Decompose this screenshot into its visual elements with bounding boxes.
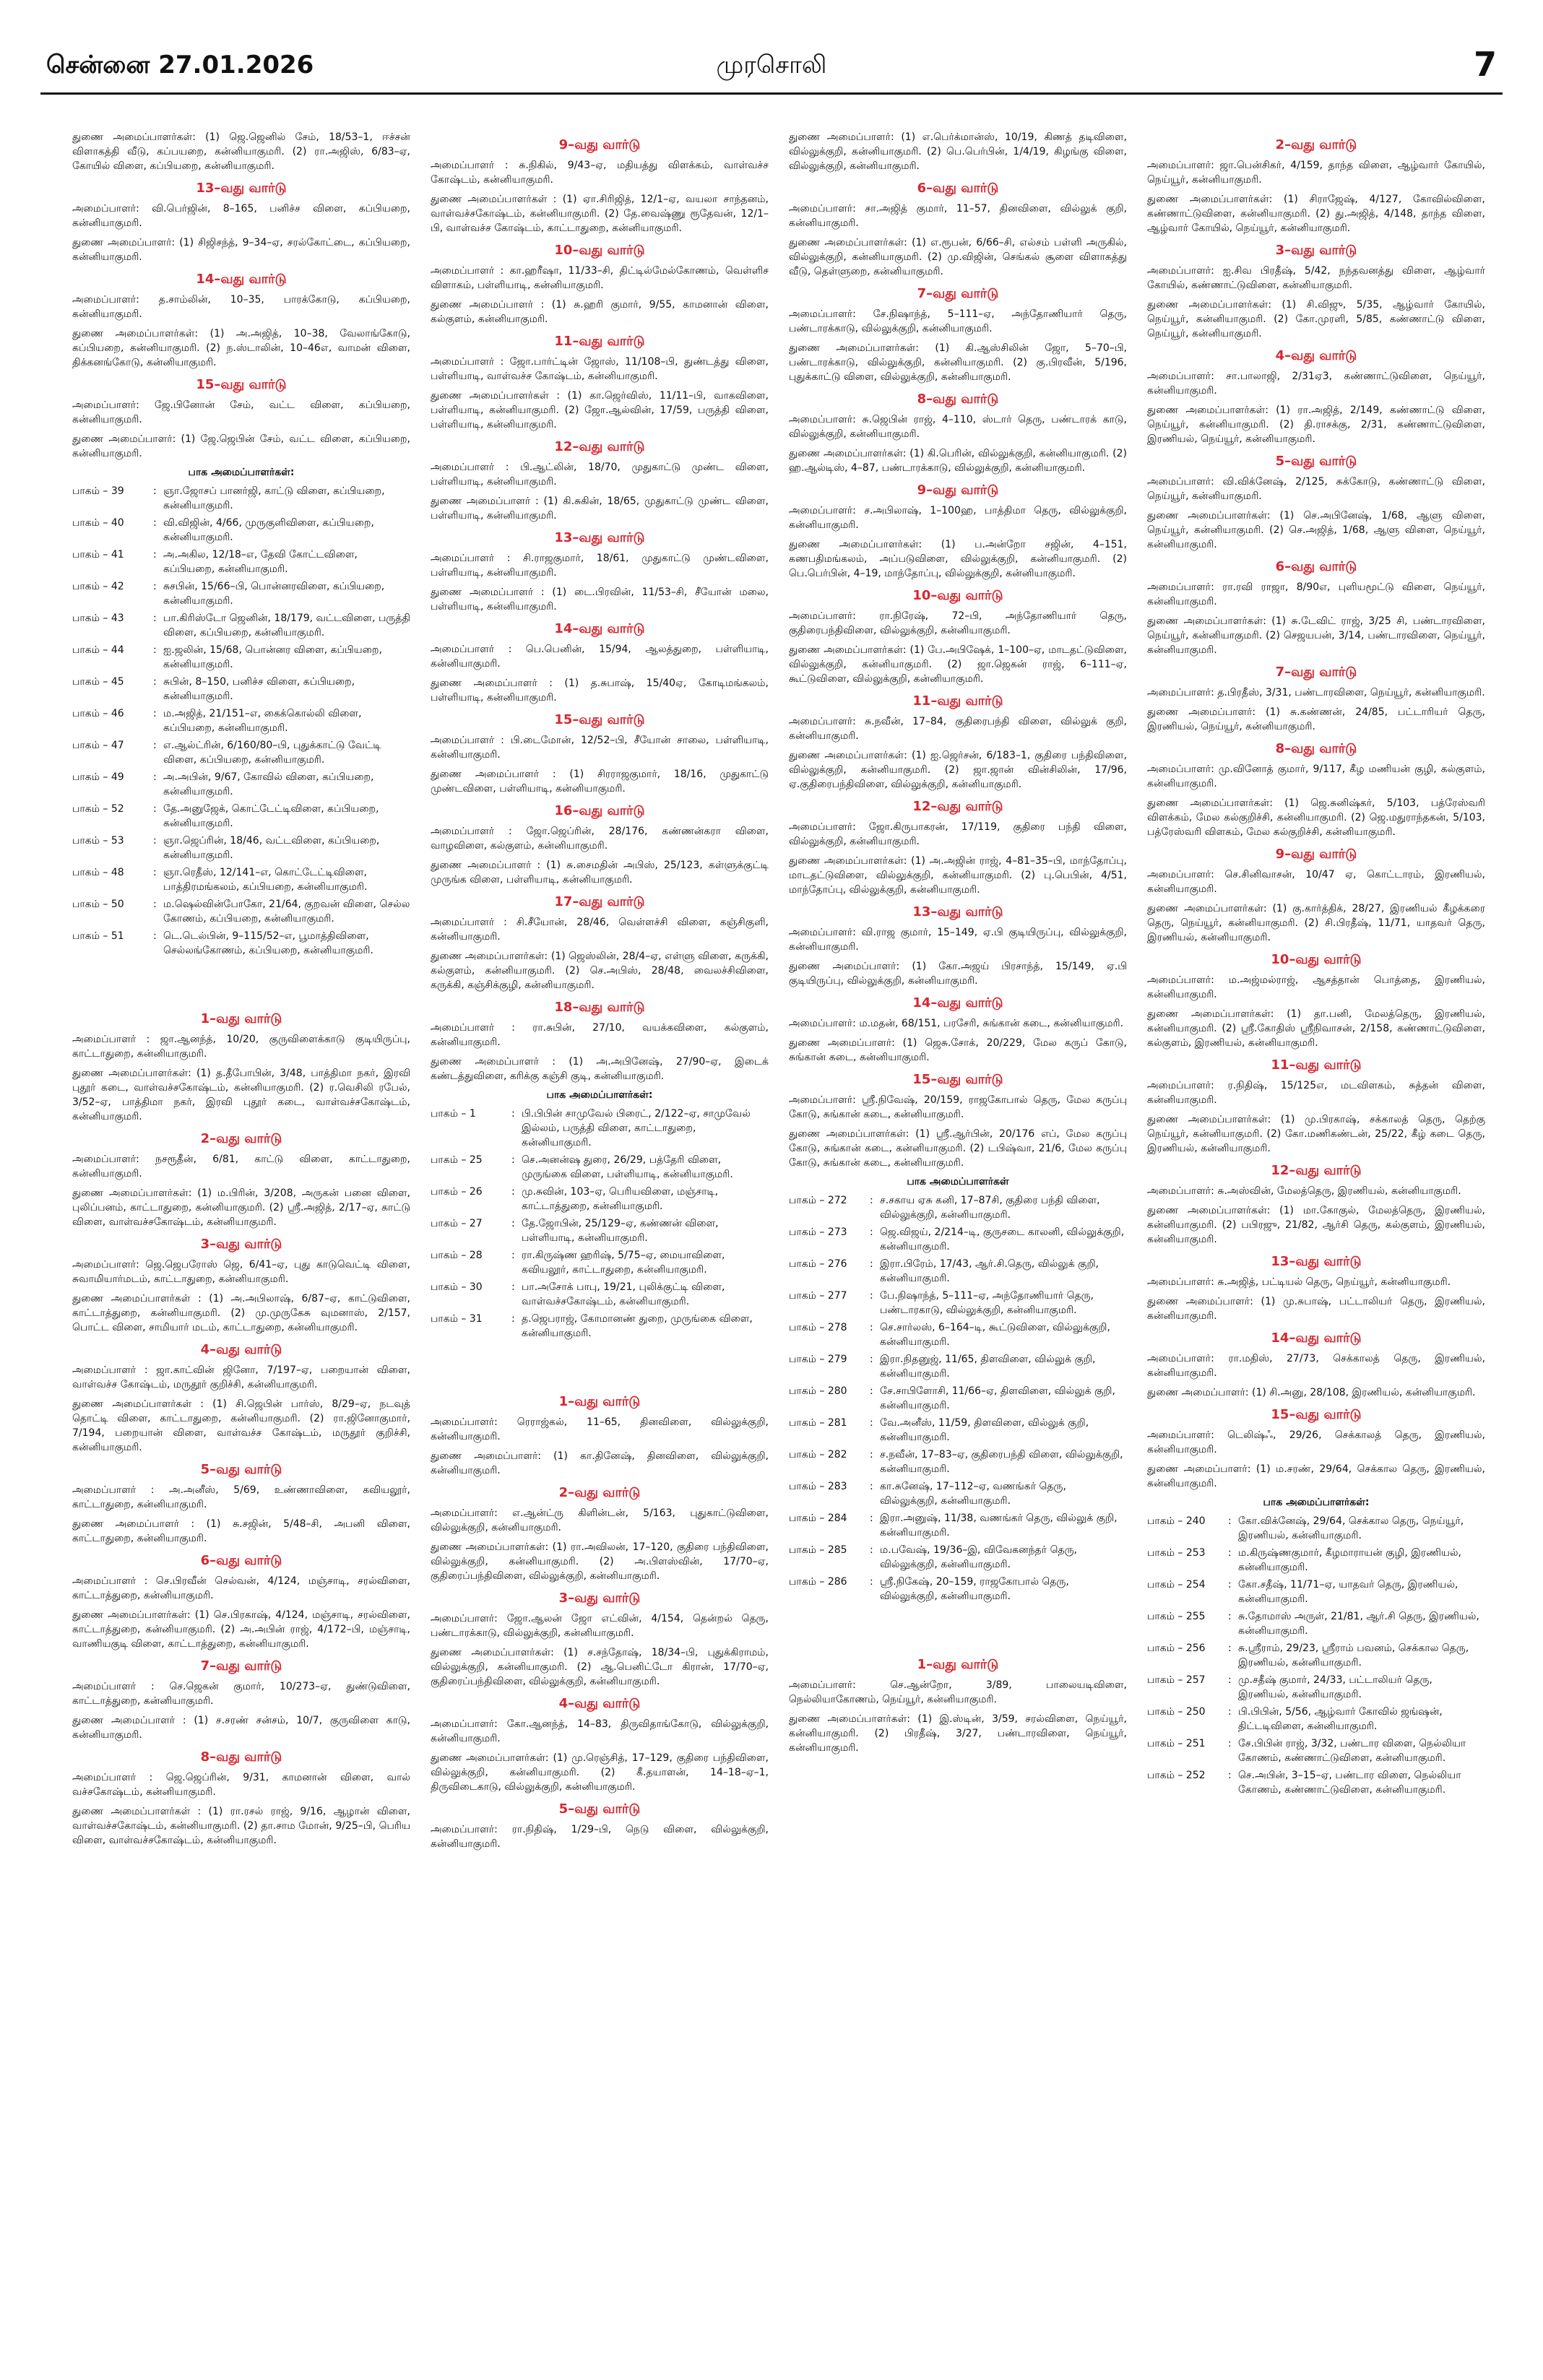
ward-heading: 12–வது வார்டு	[1271, 1163, 1362, 1178]
booth-row: பாகம் – 280 : சே.சாபிளோசி, 11/66–ஏ, திளவிளை, வில்லுக் குறி, கன்னியாகுமரி.	[789, 1384, 1127, 1413]
booth-member: பி.பிபின் சாமுவேல் பிரைட், 2/122–ஏ, சாமுவேல் இல்லம், பருத்தி விளை, காட்டாதுறை, கன்னியாகுமரி.	[522, 1108, 751, 1148]
paragraph: துணை அமைப்பாளர்: (1) சிஜிசந்த், 9–34–ஏ, சரல்கோட்டை, கப்பியறை, கன்னியாகுமரி.	[72, 237, 410, 263]
ward-heading: 14–வது வார்டு	[912, 995, 1003, 1011]
paragraph: துணை அமைப்பாளர்: (1) சு.கண்ணன், 24/85, பட்டாரியர் தெரு, இரணியல், நெய்யூர், கன்னியாகுமரி.	[1147, 706, 1485, 732]
booth-row: பாகம் – 27 : தே.ஜோபின், 25/129–ஏ, கண்ணன் விளை, பள்ளியாடி, கன்னியாகுமரி.	[431, 1216, 769, 1245]
paragraph: துணை அமைப்பாளர்கள்: (1) மா.கோகுல், மேலத்தெரு, இரணியல், கன்னியாகுமரி. (2) பபிரஜு, 21/82, ஆர்சி தெரு, கல்குளம், இரணியல், கன்னியாகுமரி.	[1147, 1205, 1485, 1245]
paragraph: அமைப்பாளர் : ஜெ.ஜெப்ரின், 9/31, காமனான் விளை, வால் வச்சகோஷ்டம், கன்னியாகுமரி.	[72, 1772, 410, 1798]
ward-heading: 6–வது வார்டு	[917, 181, 999, 196]
booth-member: இரா.அனுஷ், 11/38, வணங்கர் தெரு, வில்லுக் குறி, கன்னியாகுமரி.	[880, 1513, 1118, 1539]
paragraph: துணை அமைப்பாளர்கள்: (1) தா.பனி, மேலத்தெரு, இரணியல், கன்னியாகுமரி. (2) ஸ்ரீ.கோதிஸ் ஸ்ரீநிவாசன், 2/158, கண்ணாட்டுவிளை, கல்குளம், இரணியல், கன்னியாகுமரி.	[1147, 1008, 1485, 1049]
booth-number: பாகம் – 46	[72, 708, 124, 719]
booth-row: பாகம் – 26 : மு.சுவின், 103–ஏ, பெரியவிளை, மஞ்சாடி, காட்டாத்துறை, கன்னியாகுமரி.	[431, 1185, 769, 1213]
booth-number: பாகம் – 53	[72, 835, 124, 847]
paragraph: துணை அமைப்பாளர்கள்: (1) ரா.அஜித், 2/149, கண்ணாட்டு விளை, நெய்யூர், கன்னியாகுமரி. (2) தி.ராசக்கு, 2/31, கண்ணாட்டுவிளை, இரணியல், நெய்யூர், கன்னியாகுமரி.	[1147, 404, 1485, 445]
booth-number: பாகம் – 276	[789, 1258, 847, 1270]
paragraph: அமைப்பாளர்: டெலிஷ்ஃ, 29/26, செக்காலத் தெரு, இரணியல், கன்னியாகுமரி.	[1147, 1429, 1485, 1455]
booth-member: சே.சாபிளோசி, 11/66–ஏ, திளவிளை, வில்லுக் குறி, கன்னியாகுமரி.	[880, 1385, 1115, 1411]
ward-heading: 13–வது வார்டு	[554, 530, 645, 545]
paragraph: அமைப்பாளர்: ர.நிதிஷ், 15/125எ, மடவிளகம், சுத்தன் விளை, கன்னியாகுமரி.	[1147, 1080, 1485, 1106]
booth-row: பாகம் – 279 : இரா.நிதனுஜ், 11/65, திளவிளை, வில்லுக் குறி, கன்னியாகுமரி.	[789, 1352, 1127, 1381]
booth-number: பாகம் – 26	[431, 1186, 483, 1198]
booth-row: பாகம் – 47 : எ.ஆல்ட்ரின், 6/160/80–பி, புதுக்காட்டு வேட்டி விளை, கப்பியறை, கன்னியாகுமரி.	[72, 738, 410, 767]
paragraph: துணை அமைப்பாளர்கள்: (1) ஜெ.ஜெனில் சேம், 18/53–1, ஈச்சன் விளாகத்தி வீடு, கப்பயறை, கன்னியாகுமரி. (2) ரா.அஜிஸ், 6/83–ஏ, கோயில் விளை, கப்பியறை, கன்னியாகுமரி.	[72, 131, 410, 172]
paragraph: துணை அமைப்பாளர்கள்: (1) கி.பெரின், வில்லுக்குறி, கன்னியாகுமரி. (2) ஹ.ஆல்டிஸ், 4–87, பண்டாரக்காடு, வில்லுக்குறி, கன்னியாகுமரி.	[789, 448, 1127, 474]
paragraph: துணை அமைப்பாளர் : (1) சு.ஹரி குமார், 9/55, காமனான் விளை, கல்குளம், கன்னியாகுமரி.	[431, 299, 769, 325]
paragraph: துணை அமைப்பாளர் : (1) த.சுபாஷ், 15/40ஏ, கோடிமங்கலம், பள்ளியாடி, கன்னியாகுமரி.	[431, 678, 769, 704]
paragraph: அமைப்பாளர்: வி.விக்னேஷ், 2/125, சுக்கோடு, கண்ணாட்டு விளை, நெய்யூர், கன்னியாகுமரி.	[1147, 476, 1485, 502]
paragraph: அமைப்பாளர் : பி.டைமோன், 12/52–பி, சீயோன் சாலை, பள்ளியாடி, கன்னியாகுமரி.	[431, 735, 769, 761]
booth-member: செ.அனன்ஷ துரை, 26/29, பத்தேரி விளை, முருங்கை விளை, பள்ளியாடி, கன்னியாகுமரி.	[522, 1154, 733, 1180]
booth-row: பாகம் – 286 : ஸ்ரீ.நிகேஷ், 20–159, ராஜகோபால் தெரு, வில்லுக்குறி, கன்னியாகுமரி.	[789, 1575, 1127, 1604]
booth-member: த.ஜெபராஜ், கோமானண் துறை, முருங்கை விளை, கன்னியாகுமரி.	[522, 1313, 753, 1339]
column-4	[1147, 130, 1485, 2369]
ward-heading: 11–வது வார்டு	[554, 334, 645, 349]
booth-row: பாகம் – 53 : ஞா.ஜெப்ரின், 18/46, வட்டவிளை, கப்பியறை, கன்னியாகுமரி.	[72, 834, 410, 862]
paragraph: அமைப்பாளர் : சு.நிகில், 9/43–ஏ, மதியத்து விளக்கம், வாள்வச்ச கோஷ்டம், கன்னியாகுமரி.	[431, 160, 769, 186]
booth-number: பாகம் – 253	[1147, 1547, 1206, 1559]
booth-number: பாகம் – 279	[789, 1354, 847, 1365]
newspaper-name: முரசொலி	[716, 51, 827, 79]
booth-member: தே.ஜோபின், 25/129–ஏ, கண்ணன் விளை, பள்ளியாடி, கன்னியாகுமரி.	[522, 1218, 719, 1244]
booth-member: இரா.நிதனுஜ், 11/65, திளவிளை, வில்லுக் குறி, கன்னியாகுமரி.	[880, 1354, 1096, 1380]
booth-row: பாகம் – 281 : வே.அனீஸ், 11/59, திளவிளை, வில்லுக் குறி, கன்னியாகுமரி.	[789, 1416, 1127, 1445]
paragraph: அமைப்பாளர் : அ.அனீஸ், 5/69, உண்ணாவிளை, கவியலூர், காட்டாதுறை, கன்னியாகுமரி.	[72, 1484, 410, 1510]
ward-heading: 6–வது வார்டு	[1275, 559, 1357, 574]
paragraph: துணை அமைப்பாளர்கள்: (1) ஸ்ரீ.ஆர்பின், 20/176 எப், மேல கருப்பு கோடு, சுங்கான் கடை, கன்னியாகுமரி. (2) டபிஷ்வா, 21/6, மேல கருப்பு கோடு, சுங்கான் கடை, கன்னியாகுமரி.	[789, 1128, 1127, 1169]
booth-row: பாகம் – 276 : இரா.பிரேம், 17/43, ஆர்.சி.தெரு, வில்லுக் குறி, கன்னியாகுமரி.	[789, 1257, 1127, 1286]
paragraph: துணை அமைப்பாளர்கள்: (1) ஜெ.சுனிஷ்கர், 5/103, பத்ரேஸ்வரி விளக்கம், மேல கல்குறிச்சி, கன்னியாகுமரி. (2) ஜெ.மதுராந்தகன், 5/103, பத்ரேஸ்வரி விளகம், மேல கல்குறிச்சி, கன்னியாகுமரி.	[1147, 797, 1485, 838]
booth-row: பாகம் – 277 : பே.நிஷாந்த், 5–111–ஏ, அந்தோணியார் தெரு, பண்டாரகாடு, வில்லுக்குறி, கன்னியாகுமரி.	[789, 1289, 1127, 1317]
booth-row: பாகம் – 284 : இரா.அனுஷ், 11/38, வணங்கர் தெரு, வில்லுக் குறி, கன்னியாகுமரி.	[789, 1511, 1127, 1540]
ward-heading: 10–வது வார்டு	[554, 243, 645, 258]
booth-row: பாகம் – 254 : கோ.சதீஷ், 11/71–ஏ, யாதவர் தெரு, இரணியல், கன்னியாகுமரி.	[1147, 1578, 1485, 1606]
ward-heading: 14–வது வார்டு	[554, 621, 645, 636]
booth-number: பாகம் – 47	[72, 740, 124, 751]
ward-heading: 9–வது வார்டு	[1275, 847, 1357, 862]
booth-member: சே.பிபின் ராஜ், 3/32, பண்டார விளை, நெல்லியா கோணம், கண்ணாட்டுவிளை, கன்னியாகுமரி.	[1238, 1738, 1466, 1764]
booth-member: சு.ஸ்ரீராம், 29/23, ஸ்ரீராம் பவனம், செக்கால தெரு, இரணியல், கன்னியாகுமரி.	[1238, 1643, 1469, 1669]
paragraph: துணை அமைப்பாளர்கள்: (1) கி.ஆஸ்சிலின் ஜோ, 5–70–பி, பண்டாரக்காடு, வில்லுக்குறி, கன்னியாகுமரி. (2) கு.பிரவீன், 5/196, புதுக்காட்டு விளை, வில்லுக்குறி, கன்னியாகுமரி.	[789, 342, 1127, 383]
booth-number: பாகம் – 251	[1147, 1738, 1206, 1749]
paragraph: துணை அமைப்பாளர்கள்: (1) ஐ.ஜெர்சன், 6/183–1, குதிரை பந்திவிளை, வில்லுக்குறி, கன்னியாகுமரி. (2) ஜா.ஜான் வின்சிலின், 17/96, ஏ.குதிரைபந்திவிளை, வில்லுக்குறி, கன்னியாகுமரி.	[789, 750, 1127, 790]
ward-heading: 10–வது வார்டு	[1271, 952, 1362, 967]
ward-heading: 10–வது வார்டு	[912, 588, 1003, 603]
booth-member: வி.விஜின், 4/66, முருகுளிவிளை, கப்பியறை, கன்னியாகுமரி.	[163, 517, 374, 543]
booth-member: ம.அஜித், 21/151–எ, கைக்கொல்லி விளை, கப்பியறை, கன்னியாகுமரி.	[163, 708, 362, 734]
booth-member: ச.சகாய ஏசு கனி, 17–87சி, குதிரை பந்தி விளை, வில்லுக்குறி, கன்னியாகுமரி.	[880, 1195, 1100, 1221]
booth-member: ஜெ.விஜய், 2/214–டி, குருசடை காலனி, வில்லுக்குறி, கன்னியாகுமரி.	[880, 1226, 1125, 1252]
booth-member: பா.அசோக் பாபு, 19/21, புலிக்குட்டி விளை, வாள்வச்சகோஷ்டம், கன்னியாகுமரி.	[522, 1281, 725, 1307]
booth-heading: பாக அமைப்பாளர்கள்:	[546, 1089, 653, 1101]
paragraph: அமைப்பாளர்: செ.சினிவாசன், 10/47 ஏ, கொட்டாரம், இரணியல், கன்னியாகுமரி.	[1147, 869, 1485, 895]
booth-number: பாகம் – 273	[789, 1226, 847, 1238]
booth-member: கா.சுனேஷ், 17–112–ஏ, வணங்கர் தெரு, வில்லுக்குறி, கன்னியாகுமரி.	[880, 1481, 1066, 1507]
booth-member: டெ.டெல்பின், 9–115/52–எ, பூமாத்திவிளை, செல்லங்கோணம், கப்பியறை, கன்னியாகுமரி.	[163, 930, 373, 956]
paragraph: அமைப்பாளர்: ஸ்ரீ.நிவேஷ், 20/159, ராஜகோபால் தெரு, மேல கருப்பு கோடு, சுங்கான் கடை, கன்னியாகுமரி.	[789, 1094, 1127, 1120]
booth-member: செ.சார்லஸ், 6–164–டி, கூட்டுவிளை, வில்லுக்குறி, கன்னியாகுமரி.	[880, 1322, 1110, 1348]
paragraph: அமைப்பாளர் : ரா.சுபின், 27/10, வயக்கவிளை, கல்குளம், கன்னியாகுமரி.	[431, 1022, 769, 1048]
ward-heading: 9–வது வார்டு	[558, 137, 641, 152]
booth-row: பாகம் – 39 : ஞா.ஜோசப் பானர்ஜி, காட்டு விளை, கப்பியறை, கன்னியாகுமரி.	[72, 484, 410, 513]
paragraph: துணை அமைப்பாளர்: (1) கா.தினேஷ், தினவிளை, வில்லுக்குறி, கன்னியாகுமரி.	[431, 1450, 769, 1476]
ward-heading: 3–வது வார்டு	[1275, 243, 1357, 258]
paragraph: அமைப்பாளர்: சு.அஸ்வின், மேலத்தெரு, இரணியல், கன்னியாகுமரி.	[1147, 1185, 1461, 1197]
ward-heading: 5–வது வார்டு	[200, 1462, 282, 1477]
paragraph: அமைப்பாளர்: நசரூதீன், 6/81, காட்டு விளை, காட்டாதுறை, கன்னியாகுமரி.	[72, 1154, 410, 1180]
ward-heading: 6–வது வார்டு	[200, 1553, 282, 1568]
paragraph: அமைப்பாளர் : செ.ஜெகன் குமார், 10/273–ஏ, துண்டுவிளை, காட்டாத்துறை, கன்னியாகுமரி.	[72, 1681, 410, 1707]
booth-member: பா.கிரிஸ்டோ ஜெனின், 18/179, வட்டவிளை, பருத்தி விளை, கப்பியறை, கன்னியாகுமரி.	[163, 613, 410, 639]
paragraph: அமைப்பாளர் : பெ.பெனின், 15/94, ஆலத்துறை, பள்ளியாடி, கன்னியாகுமரி.	[431, 644, 769, 670]
paragraph: துணை அமைப்பாளர் : (1) டை.பிரவின், 11/53–சி, சீயோன் மலை, பள்ளியாடி, கன்னியாகுமரி.	[431, 587, 769, 613]
booth-member: சு.தோமாஸ் அருள், 21/81, ஆர்.சி தெரு, இரணியல், கன்னியாகுமரி.	[1238, 1611, 1479, 1637]
booth-member: ஞா.ஜெப்ரின், 18/46, வட்டவிளை, கப்பியறை, கன்னியாகுமரி.	[163, 835, 380, 861]
paragraph: அமைப்பாளர் : சி.ராஜகுமார், 18/61, முதுகாட்டு முண்டவிளை, பள்ளியாடி, கன்னியாகுமரி.	[431, 553, 769, 579]
paragraph: அமைப்பாளர்: ம.அஜ்மல்ராஜ், ஆசத்தான் பொத்தை, இரணியல், கன்னியாகுமரி.	[1147, 974, 1485, 1000]
booth-member: சுசபின், 15/66–பி, பொன்னரவிளை, கப்பியறை, கன்னியாகுமரி.	[163, 581, 385, 607]
ward-heading: 15–வது வார்டு	[912, 1072, 1003, 1087]
booth-member: ஐ.ஜலின், 15/68, பொன்னர விளை, கப்பியறை, கன்னியாகுமரி.	[163, 644, 382, 670]
booth-member: ரா.கிருஷ்ண ஹரிஷ், 5/75–ஏ, மையாவிளை, கவியலூர், காட்டாதுறை, கன்னியாகுமரி.	[522, 1250, 725, 1276]
booth-member: ஞா.ஜோசப் பானர்ஜி, காட்டு விளை, கப்பியறை, கன்னியாகுமரி.	[163, 485, 385, 511]
paragraph: அமைப்பாளர்: செ.ஆன்றோ, 3/89, பாலையடிவிளை, நெல்லியாகோணம், நெய்யூர், கன்னியாகுமரி.	[789, 1679, 1127, 1705]
booth-member: வே.அனீஸ், 11/59, திளவிளை, வில்லுக் குறி, கன்னியாகுமரி.	[880, 1417, 1089, 1443]
paragraph: துணை அமைப்பாளர்கள்: (1) ச.சந்தோஷ், 18/34–பி, புதுக்கிராமம், வில்லுக்குறி, கன்னியாகுமரி. (2) ஆ.பெனிட்டோ கிரான், 17/70–ஏ, குதிரைப்பந்திவிளை, வில்லுக்குறி, கன்னியாகுமரி.	[431, 1647, 769, 1687]
booth-member: ச.நவீன், 17–83–ஏ, குதிரைபந்தி விளை, வில்லுக்குறி, கன்னியாகுமரி.	[880, 1449, 1123, 1475]
booth-number: பாகம் – 285	[789, 1544, 847, 1556]
paragraph: அமைப்பாளர்: ரா.நிரேஷ், 72–பி, அந்தோணியார் தெரு, குதிரைபந்திவிளை, வில்லுக்குறி, கன்னியாகுமரி.	[789, 610, 1127, 636]
booth-number: பாகம் – 254	[1147, 1579, 1206, 1591]
paragraph: துணை அமைப்பாளர்கள்: (1) ஜெஸ்லின், 28/4–ஏ, எள்ளு விளை, கருக்கி, கல்குளம், கன்னியாகுமரி. (2) செ.அபிஸ், 28/48, வைலச்சிவிளை, கருக்கி, கஞ்சிக்குழி, கன்னியாகுமரி.	[431, 951, 769, 991]
paragraph: அமைப்பாளர்: ரா.மதிஸ், 27/73, செக்காலத் தெரு, இரணியல், கன்னியாகுமரி.	[1147, 1353, 1485, 1379]
ward-heading: 4–வது வார்டு	[200, 1342, 282, 1357]
city-date: சென்னை 27.01.2026	[46, 51, 314, 79]
paragraph: அமைப்பாளர்: ஐ.சிவ பிரதீஷ், 5/42, நந்தவனத்து விளை, ஆழ்வார் கோயில், கண்ணாட்டுவிளை, கன்னியாகுமரி.	[1147, 265, 1485, 291]
paragraph: அமைப்பாளர்: ரா.நிதிஷ், 1/29–பி, நெடு விளை, வில்லுக்குறி, கன்னியாகுமரி.	[431, 1824, 769, 1850]
column-2	[431, 130, 769, 2369]
header-rule	[40, 92, 1503, 95]
booth-member: பே.நிஷாந்த், 5–111–ஏ, அந்தோணியார் தெரு, பண்டாரகாடு, வில்லுக்குறி, கன்னியாகுமரி.	[880, 1290, 1094, 1316]
booth-row: பாகம் – 30 : பா.அசோக் பாபு, 19/21, புலிக்குட்டி விளை, வாள்வச்சகோஷ்டம், கன்னியாகுமரி.	[431, 1280, 769, 1309]
booth-number: பாகம் – 31	[431, 1313, 483, 1325]
paragraph: துணை அமைப்பாளர்கள்: (1) பே.அபிஷேக், 1–100–ஏ, மாடதட்டுவிளை, வில்லுக்குறி, கன்னியாகுமரி. (2) ஜா.ஜெகன் ராஜ், 6–111–ஏ, கூட்டுவிளை, வில்லுக்குறி, கன்னியாகுமரி.	[789, 644, 1127, 685]
paragraph: துணை அமைப்பாளர் : (1) கி.சுகின், 18/65, முதுகாட்டு முண்ட விளை, பள்ளியாடி, கன்னியாகுமரி.	[431, 496, 769, 522]
booth-row: பாகம் – 46 : ம.அஜித், 21/151–எ, கைக்கொல்லி விளை, கப்பியறை, கன்னியாகுமரி.	[72, 706, 410, 735]
ward-heading: 3–வது வார்டு	[558, 1591, 641, 1606]
booth-number: பாகம் – 42	[72, 581, 124, 592]
paragraph: அமைப்பாளர்: ஜெ.ஜெபரோஸ் ஜெ, 6/41–ஏ, புது காடுவெட்டி விளை, சுவாமியார்மடம், காட்டாதுறை, கன்னியாகுமரி.	[72, 1259, 410, 1285]
booth-number: பாகம் – 286	[789, 1576, 847, 1588]
booth-number: பாகம் – 255	[1147, 1611, 1206, 1622]
booth-row: பாகம் – 25 : செ.அனன்ஷ துரை, 26/29, பத்தேரி விளை, முருங்கை விளை, பள்ளியாடி, கன்னியாகுமரி.	[431, 1153, 769, 1182]
booth-number: பாகம் – 257	[1147, 1674, 1206, 1686]
booth-row: பாகம் – 285 : ம.பவேஷ், 19/36–இ, விவேகனந்தர் தெரு, வில்லுக்குறி, கன்னியாகுமரி.	[789, 1543, 1127, 1572]
paragraph: அமைப்பாளர் : செ.பிரவீன் செல்வன், 4/124, மஞ்சாடி, சரல்விளை, காட்டாத்துறை, கன்னியாகுமரி.	[72, 1575, 410, 1601]
booth-heading: பாக அமைப்பாளர்கள்:	[1263, 1497, 1370, 1508]
booth-member: அ.அபின், 9/67, கோவில் விளை, கப்பியறை, கன்னியாகுமரி.	[163, 771, 374, 797]
ward-heading: 18–வது வார்டு	[554, 1000, 645, 1015]
ward-heading: 5–வது வார்டு	[1275, 454, 1357, 469]
paragraph: அமைப்பாளர் : ஜா.ஆனந்த், 10/20, குருவிளைக்காடு குடியிருப்பு, காட்டாதுறை, கன்னியாகுமரி.	[72, 1034, 410, 1060]
booth-number: பாகம் – 256	[1147, 1643, 1206, 1654]
ward-heading: 4–வது வார்டு	[1275, 348, 1357, 363]
booth-member: ம.ஷெல்வின்போகோ, 21/64, குறவன் விளை, செல்ல கோணம், கப்பியறை, கன்னியாகுமரி.	[163, 899, 410, 925]
paragraph: அமைப்பாளர்: ஜோ.ஆலன் ஜோ எட்வின், 4/154, தென்றல் தெரு, பண்டாரக்காடு, வில்லுக்குறி, கன்னியாகுமரி.	[431, 1613, 769, 1639]
paragraph: துணை அமைப்பாளர்கள்: (1) ரா.அவிலன், 17–120, குதிரை பந்திவிளை, வில்லுக்குறி, கன்னியாகுமரி. (2) அ.பிளஸ்வின், 17/70–ஏ, குதிரைப்பந்திவிளை, வில்லுக்குறி, கன்னியாகுமரி.	[431, 1541, 769, 1582]
paragraph: துணை அமைப்பாளர்கள்: (1) த.தீபோபின், 3/48, பாத்திமா நகர், இரவி புதூர் கடை, வாள்வச்சகோஷ்டம், கன்னியாகுமரி. (2) ர.வெசிலி ரபேல், 3/52–ஏ, பாத்திமா நகர், இரவி புதூர் கடை, வாள்வச்சகோஷ்டம், கன்னியாகுமரி.	[72, 1068, 410, 1122]
paragraph: துணை அமைப்பாளர்: (1) கோ.அஜய் பிரசாந்த், 15/149, ஏ.பி குடியிருப்பு, வில்லுக்குறி, கன்னியாகுமரி.	[789, 961, 1127, 987]
ward-heading: 14–வது வார்டு	[196, 272, 287, 287]
booth-row: பாகம் – 251 : சே.பிபின் ராஜ், 3/32, பண்டார விளை, நெல்லியா கோணம், கண்ணாட்டுவிளை, கன்னியாகுமரி.	[1147, 1736, 1485, 1765]
paragraph: துணை அமைப்பாளர்கள்: (1) கு.கார்த்திக், 28/27, இரணியல் கீழக்கரை தெரு, நெய்யூர், கன்னியாகுமரி. (2) சி.பிரதீஷ், 11/71, யாதவர் தெரு, இரணியல், கன்னியாகுமரி.	[1147, 903, 1485, 943]
booth-number: பாகம் – 27	[431, 1218, 483, 1229]
ward-heading: 15–வது வார்டு	[554, 712, 645, 727]
booth-heading: பாக அமைப்பாளர்கள்	[907, 1176, 1009, 1187]
ward-heading: 4–வது வார்டு	[558, 1696, 641, 1711]
paragraph: அமைப்பாளர்: ரெராஜ்கல், 11–65, தினவிளை, வில்லுக்குறி, கன்னியாகுமரி.	[431, 1416, 769, 1442]
ward-heading: 1–வது வார்டு	[200, 1011, 282, 1026]
paragraph: துணை அமைப்பாளர்கள்: (1) சிராஜேஷ், 4/127, கோவில்விளை, கண்ணாட்டுவிளை, கன்னியாகுமரி. (2) து.அஜித், 4/148, தாந்த விளை, ஆழ்வார் கோயில், நெய்யூர், கன்னியாகுமரி.	[1147, 194, 1485, 234]
booth-number: பாகம் – 278	[789, 1322, 847, 1333]
paragraph: அமைப்பாளர்: த.சாம்லின், 10–35, பாரக்கோடு, கப்பியறை, கன்னியாகுமரி.	[72, 294, 410, 320]
paragraph: அமைப்பாளர் : ஜோ.ஜெப்ரின், 28/176, கண்ணன்கரா விளை, வாழவிளை, கல்குளம், கன்னியாகுமரி.	[431, 826, 769, 852]
booth-row: பாகம் – 42 : சுசபின், 15/66–பி, பொன்னரவிளை, கப்பியறை, கன்னியாகுமரி.	[72, 579, 410, 608]
ward-heading: 1–வது வார்டு	[917, 1657, 999, 1672]
ward-heading: 2–வது வார்டு	[200, 1131, 282, 1146]
ward-heading: 13–வது வார்டு	[196, 181, 287, 196]
booth-number: பாகம் – 40	[72, 517, 124, 529]
booth-row: பாகம் – 252 : செ.அபின், 3–15–ஏ, பண்டார விளை, நெல்லியா கோணம், கண்ணாட்டுவிளை, கன்னியாகுமரி.	[1147, 1768, 1485, 1797]
ward-heading: 14–வது வார்டு	[1271, 1330, 1362, 1346]
booth-member: மு.சதீஷ் குமார், 24/33, பட்டாலியர் தெரு, இரணியல், கன்னியாகுமரி.	[1238, 1674, 1432, 1700]
booth-number: பாகம் – 28	[431, 1250, 483, 1261]
ward-heading: 17–வது வார்டு	[554, 894, 645, 909]
booth-row: பாகம் – 40 : வி.விஜின், 4/66, முருகுளிவிளை, கப்பியறை, கன்னியாகுமரி.	[72, 516, 410, 545]
booth-row: பாகம் – 49 : அ.அபின், 9/67, கோவில் விளை, கப்பியறை, கன்னியாகுமரி.	[72, 770, 410, 799]
paragraph: அமைப்பாளர்: கோ.ஆனந்த், 14–83, திருவிதாங்கோடு, வில்லுக்குறி, கன்னியாகுமரி.	[431, 1718, 769, 1744]
paragraph: அமைப்பாளர்: த.பிரதீஸ், 3/31, பண்டாரவிளை, நெய்யூர், கன்னியாகுமரி.	[1147, 687, 1485, 698]
ward-heading: 15–வது வார்டு	[1271, 1407, 1362, 1422]
paragraph: துணை அமைப்பாளர்கள் : (1) ஏா.சிரிஜித், 12/1–ஏ, வயலா சாந்தனம், வாள்வச்சகோஷ்டம், கன்னியாகுமரி. (2) தே.வைஷ்ணு ரூதேவன், 12/1–பி, வாள்வச்ச கோஷ்டம், காட்டாதுறை, கன்னியாகுமரி.	[431, 194, 769, 234]
paragraph: துணை அமைப்பாளர் : (1) அ.அபினேஷ், 27/90–ஏ, இடைக் கண்டத்துவிளை, கரிக்கு கஞ்சி குடி, கன்னியாகுமரி.	[431, 1056, 769, 1082]
paragraph: துணை அமைப்பாளர் : (1) சு.சைமதின் அபிஸ், 25/123, கள்ளுக்குட்டி முருங்க விளை, பள்ளியாடி, கன்னியாகுமரி.	[431, 860, 769, 886]
paragraph: அமைப்பாளர்: ஜா.பென்சிகர், 4/159, தாந்த விளை, ஆழ்வார் கோயில், நெய்யூர், கன்னியாகுமரி.	[1147, 160, 1485, 186]
booth-number: பாகம் – 281	[789, 1417, 847, 1429]
paragraph: துணை அமைப்பாளர்கள்: (1) மு.ரெஞ்சித், 17–129, குதிரை பந்திவிளை, வில்லுக்குறி, கன்னியாகுமரி. (2) கீ.தயாளன், 14–18–ஏ–1, திருவிடைகாடு, வில்லுக்குறி, கன்னியாகுமரி.	[431, 1752, 769, 1793]
ward-heading: 8–வது வார்டு	[917, 391, 999, 407]
booth-row: பாகம் – 253 : ம.கிருஷ்ணகுமார், கீழமாராயன் குழி, இரணியல், கன்னியாகுமரி.	[1147, 1546, 1485, 1575]
paragraph: துணை அமைப்பாளர்: (1) சி.அனு, 28/108, இரணியல், கன்னியாகுமரி.	[1147, 1387, 1476, 1398]
booth-row: பாகம் – 1 : பி.பிபின் சாமுவேல் பிரைட், 2/122–ஏ, சாமுவேல் இல்லம், பருத்தி விளை, காட்டாதுறை, கன்னியாகுமரி.	[431, 1107, 769, 1150]
booth-row: பாகம் – 51 : டெ.டெல்பின், 9–115/52–எ, பூமாத்திவிளை, செல்லங்கோணம், கப்பியறை, கன்னியாகுமரி.	[72, 929, 410, 958]
paragraph: அமைப்பாளர்: சு.ஜெபின் ராஜ், 4–110, ஸ்டார் தெரு, பண்டாரக் காடு, வில்லுக்குறி, கன்னியாகுமரி.	[789, 414, 1127, 440]
booth-row: பாகம் – 283 : கா.சுனேஷ், 17–112–ஏ, வணங்கர் தெரு, வில்லுக்குறி, கன்னியாகுமரி.	[789, 1479, 1127, 1508]
paragraph: துணை அமைப்பாளர் : (1) சிரராஜகுமார், 18/16, முதுகாட்டு முண்டவிளை, பள்ளியாடி, கன்னியாகுமரி.	[431, 769, 769, 795]
booth-number: பாகம் – 52	[72, 803, 124, 815]
ward-heading: 11–வது வார்டு	[1271, 1057, 1362, 1073]
booth-row: பாகம் – 282 : ச.நவீன், 17–83–ஏ, குதிரைபந்தி விளை, வில்லுக்குறி, கன்னியாகுமரி.	[789, 1448, 1127, 1476]
paragraph: துணை அமைப்பாளர்கள் : (1) அ.அபிலாஷ், 6/87–ஏ, காட்டுவிளை, காட்டாத்துறை, கன்னியாகுமரி. (2) மு.முருகேசு வுமனாஸ், 2/157, பொட்ட விளை, சாமியார் மடம், காட்டாதுறை, கன்னியாகுமரி.	[72, 1293, 410, 1333]
booth-number: பாகம் – 51	[72, 930, 124, 942]
booth-member: செ.அபின், 3–15–ஏ, பண்டார விளை, நெல்லியா கோணம், கண்ணாட்டுவிளை, கன்னியாகுமரி.	[1238, 1770, 1461, 1796]
booth-row: பாகம் – 50 : ம.ஷெல்வின்போகோ, 21/64, குறவன் விளை, செல்ல கோணம், கப்பியறை, கன்னியாகுமரி.	[72, 899, 410, 925]
booth-number: பாகம் – 30	[431, 1281, 483, 1293]
paragraph: துணை அமைப்பாளர்கள்: (1) சு.டேவிட் ராஜ், 3/25 சி, பண்டாரவிளை, நெய்யூர், கன்னியாகுமரி. (2) செஜயபன், 3/14, பண்டாரவிளை, நெய்யூர், கன்னியாகுமரி.	[1147, 615, 1485, 656]
ward-heading: 15–வது வார்டு	[196, 377, 287, 392]
booth-number: பாகம் – 49	[72, 771, 124, 783]
booth-number: பாகம் – 252	[1147, 1770, 1206, 1781]
booth-row: பாகம் – 257 : மு.சதீஷ் குமார், 24/33, பட்டாலியர் தெரு, இரணியல், கன்னியாகுமரி.	[1147, 1673, 1485, 1702]
paragraph: துணை அமைப்பாளர்: (1) ஜே.ஜெபின் சேம், வட்ட விளை, கப்பியறை, கன்னியாகுமரி.	[72, 433, 410, 459]
booth-number: பாகம் – 284	[789, 1513, 847, 1524]
booth-number: பாகம் – 44	[72, 644, 124, 656]
booth-member: ம.பவேஷ், 19/36–இ, விவேகனந்தர் தெரு, வில்லுக்குறி, கன்னியாகுமரி.	[880, 1544, 1078, 1570]
booth-number: பாகம் – 1	[431, 1108, 476, 1120]
paragraph: துணை அமைப்பாளர் : (1) சு.சஜின், 5/48–சி, அபனி விளை, காட்டாதுறை, கன்னியாகுமரி.	[72, 1518, 410, 1544]
ward-heading: 3–வது வார்டு	[200, 1237, 282, 1252]
paragraph: துணை அமைப்பாளர்: (1) மு.சுபாஷ், பட்டாலியர் தெரு, இரணியல், கன்னியாகுமரி.	[1147, 1296, 1485, 1322]
masthead	[40, 45, 1503, 95]
booth-member: சுபின், 8–150, பனிச்ச விளை, கப்பியறை, கன்னியாகுமரி.	[163, 676, 355, 702]
booth-row: பாகம் – 31 : த.ஜெபராஜ், கோமானண் துறை, முருங்கை விளை, கன்னியாகுமரி.	[431, 1312, 769, 1341]
booth-row: பாகம் – 273 : ஜெ.விஜய், 2/214–டி, குருசடை காலனி, வில்லுக்குறி, கன்னியாகுமரி.	[789, 1225, 1127, 1254]
booth-number: பாகம் – 50	[72, 899, 124, 910]
paragraph: அமைப்பாளர்: சா.பாலாஜி, 2/31ஏ3, கண்ணாட்டுவிளை, நெய்யூர், கன்னியாகுமரி.	[1147, 371, 1485, 397]
paragraph: துணை அமைப்பாளர்கள் : (1) சி.ஜெபின் பார்ஸ், 8/29–ஏ, நடவுத் தொட்டி விளை, காட்டாதுறை, கன்னியாகுமரி. (2) ரா.ஜினோகுமார், 7/194, பறையான் விளை, வாள்வச்ச கோஷ்டம், மருதூர் குறிச்சி, கன்னியாகுமரி.	[72, 1398, 410, 1453]
booth-heading: பாக அமைப்பாளர்கள்:	[188, 467, 295, 478]
paragraph: துணை அமைப்பாளர்கள் : (1) ரா.ரசல் ராஜ், 9/16, ஆழான் விளை, வாள்வச்சகோஷ்டம், கன்னியாகுமரி. (2) தா.சாம மோன், 9/25–பி, பெரிய விளை, வாள்வச்சகோஷ்டம், கன்னியாகுமரி.	[72, 1806, 410, 1846]
booth-member: ம.கிருஷ்ணகுமார், கீழமாராயன் குழி, இரணியல், கன்னியாகுமரி.	[1238, 1547, 1461, 1573]
paragraph: அமைப்பாளர்: சு.நவீன், 17–84, குதிரைபந்தி விளை, வில்லுக் குறி, கன்னியாகுமரி.	[789, 716, 1127, 742]
ward-heading: 12–வது வார்டு	[554, 439, 645, 454]
paragraph: துணை அமைப்பாளர்: (1) ஜெசு.சோக், 20/229, மேல கருப் கோடு, சுங்கான் கடை, கன்னியாகுமரி.	[789, 1037, 1127, 1063]
ward-heading: 9–வது வார்டு	[917, 483, 999, 498]
booth-number: பாகம் – 41	[72, 549, 124, 561]
booth-row: பாகம் – 43 : பா.கிரிஸ்டோ ஜெனின், 18/179, வட்டவிளை, பருத்தி விளை, கப்பியறை, கன்னியாகுமரி.	[72, 613, 410, 639]
booth-row: பாகம் – 28 : ரா.கிருஷ்ண ஹரிஷ், 5/75–ஏ, மையாவிளை, கவியலூர், காட்டாதுறை, கன்னியாகுமரி.	[431, 1248, 769, 1277]
paragraph: அமைப்பாளர் : ஜோ.பார்ட்டின் ஜோஸ், 11/108–பி, துண்டத்து விளை, பள்ளியாடி, வாள்வச்ச கோஷ்டம், கன்னியாகுமரி.	[431, 356, 769, 382]
booth-row: பாகம் – 44 : ஐ.ஜலின், 15/68, பொன்னர விளை, கப்பியறை, கன்னியாகுமரி.	[72, 643, 410, 672]
booth-member: கோ.விக்னேஷ், 29/64, செக்கால தெரு, நெய்யூர், இரணியல், கன்னியாகுமரி.	[1238, 1515, 1464, 1541]
booth-row: பாகம் – 278 : செ.சார்லஸ், 6–164–டி, கூட்டுவிளை, வில்லுக்குறி, கன்னியாகுமரி.	[789, 1320, 1127, 1349]
paragraph: அமைப்பாளர் : சி.சீயோன், 28/46, வெள்ளச்சி விளை, கஞ்சிகுளி, கன்னியாகுமரி.	[431, 917, 769, 943]
booth-number: பாகம் – 39	[72, 485, 124, 497]
booth-number: பாகம் – 240	[1147, 1515, 1206, 1527]
ward-heading: 1–வது வார்டு	[558, 1394, 641, 1409]
booth-member: இரா.பிரேம், 17/43, ஆர்.சி.தெரு, வில்லுக் குறி, கன்னியாகுமரி.	[880, 1258, 1099, 1284]
paragraph: அமைப்பாளர்: ச.அபிலாஷ், 1–100ஹ, பாத்திமா தெரு, வில்லுக்குறி, கன்னியாகுமரி.	[789, 505, 1127, 531]
booth-number: பாகம் – 272	[789, 1195, 847, 1206]
paragraph: துணை அமைப்பாளர்கள்: (1) ப.அன்றோ சஜின், 4–151, கணபதிமங்கலம், அப்படுவிளை, வில்லுக்குறி, கன்னியாகுமரி. (2) பெ.பெர்பின், 4–19, மாந்தோப்பு, வில்லுக்குறி, கன்னியாகுமரி.	[789, 539, 1127, 579]
paragraph: துணை அமைப்பாளர்கள்: (1) அ.அஜித், 10–38, வேலாங்கோடு, கப்பியறை, கன்னியாகுமரி. (2) ந.ஸ்டாலின், 10–46எ, வாமன் விளை, திக்கனங்கோடு, கன்னியாகுமரி.	[72, 328, 410, 368]
booth-number: பாகம் – 280	[789, 1385, 847, 1397]
booth-row: பாகம் – 45 : சுபின், 8–150, பனிச்ச விளை, கப்பியறை, கன்னியாகுமரி.	[72, 675, 410, 704]
paragraph: துணை அமைப்பாளர் : (1) ச.சரண் சன்சம், 10/7, குருவிளை காடு, கன்னியாகுமரி.	[72, 1715, 410, 1741]
booth-number: பாகம் – 45	[72, 676, 124, 688]
booth-number: பாகம் – 282	[789, 1449, 847, 1461]
ward-heading: 16–வது வார்டு	[554, 803, 645, 818]
ward-heading: 7–வது வார்டு	[200, 1658, 282, 1674]
paragraph: அமைப்பாளர்: ம.மதன், 68/151, பரசேரி, சுங்கான் கடை, கன்னியாகுமரி.	[789, 1018, 1124, 1029]
ward-heading: 13–வது வார்டு	[912, 904, 1003, 919]
paragraph: அமைப்பாளர் : பி.ஆட்லின், 18/70, முதுகாட்டு முண்ட விளை, பள்ளியாடி, கன்னியாகுமரி.	[431, 462, 769, 488]
booth-member: எ.ஆல்ட்ரின், 6/160/80–பி, புதுக்காட்டு வேட்டி விளை, கப்பியறை, கன்னியாகுமரி.	[163, 740, 381, 766]
booth-number: பாகம் – 48	[72, 867, 124, 878]
booth-row: பாகம் – 240 : கோ.விக்னேஷ், 29/64, செக்கால தெரு, நெய்யூர், இரணியல், கன்னியாகுமரி.	[1147, 1514, 1485, 1543]
paragraph: அமைப்பாளர்: சு.அஜித், பட்டியல் தெரு, நெய்யூர், கன்னியாகுமரி.	[1147, 1276, 1451, 1288]
paragraph: அமைப்பாளர் : ஜா.காட்வின் ஜினோ, 7/197–ஏ, பறையான் விளை, வாள்வச்ச கோஷ்டம், மருதூர் குறிச்சி, கன்னியாகுமரி.	[72, 1364, 410, 1390]
booth-row: பாகம் – 52 : தே.அனுஜேக், கொட்டேட்டிவிளை, கப்பியறை, கன்னியாகுமரி.	[72, 802, 410, 831]
booth-member: கோ.சதீஷ், 11/71–ஏ, யாதவர் தெரு, இரணியல், கன்னியாகுமரி.	[1238, 1579, 1458, 1605]
paragraph: துணை அமைப்பாளர்கள்: (1) ம.பிரின், 3/208, அருகன் பனை விளை, புலிப்பனம், காட்டாதுறை, கன்னியாகுமரி. (2) ஸ்ரீ.அஜித், 2/17–ஏ, காட்டு விளை, வாள்வச்சகோஷ்டம், கன்னியாகுமரி.	[72, 1187, 410, 1228]
page-number: 7	[1473, 45, 1497, 84]
booth-row: பாகம் – 256 : சு.ஸ்ரீராம், 29/23, ஸ்ரீராம் பவனம், செக்கால தெரு, இரணியல், கன்னியாகுமரி.	[1147, 1641, 1485, 1670]
paragraph: துணை அமைப்பாளர்கள்: (1) செ.அபினேஷ், 1/68, ஆளு விளை, நெய்யூர், கன்னியாகுமரி. (2) செ.அஜித், 1/68, ஆளு விளை, நெய்யூர், கன்னியாகுமரி.	[1147, 510, 1485, 550]
column-3	[789, 130, 1127, 2369]
booth-number: பாகம் – 283	[789, 1481, 847, 1492]
booth-row: பாகம் – 41 : அ.அகில, 12/18–எ, தேவி கோட்டவிளை, கப்பியறை, கன்னியாகுமரி.	[72, 548, 410, 576]
booth-member: அ.அகில, 12/18–எ, தேவி கோட்டவிளை, கப்பியறை, கன்னியாகுமரி.	[163, 549, 358, 575]
booth-number: பாகம் – 25	[431, 1154, 483, 1166]
column-1	[72, 130, 410, 2369]
booth-member: ஸ்ரீ.நிகேஷ், 20–159, ராஜகோபால் தெரு, வில்லுக்குறி, கன்னியாகுமரி.	[880, 1576, 1069, 1602]
paragraph: அமைப்பாளர்: வி.பெர்ஜின், 8–165, பனிச்ச விளை, கப்பியறை, கன்னியாகுமரி.	[72, 203, 410, 229]
paragraph: அமைப்பாளர்: சா.அஜித் குமார், 11–57, தினவிளை, வில்லுக் குறி, கன்னியாகுமரி.	[789, 203, 1127, 229]
booth-row: பாகம் – 250 : பி.பிபின், 5/56, ஆழ்வார் கோவில் ஜங்ஷன், திட்டடிவிளை, கன்னியாகுமரி.	[1147, 1705, 1485, 1734]
ward-heading: 2–வது வார்டு	[1275, 137, 1357, 152]
paragraph: துணை அமைப்பாளர்கள்: (1) செ.பிரகாஷ், 4/124, மஞ்சாடி, சரல்விளை, காட்டாத்துறை, கன்னியாகுமரி. (2) அ.அபின் ராஜ், 4/172–பி, மஞ்சாடி, வாணியகுடி விளை, காட்டாத்துறை, கன்னியாகுமரி.	[72, 1609, 410, 1650]
booth-member: ஞா.ரெதீஸ், 12/141–எ, கொட்டேட்டிவிளை, பாத்திரமங்கலம், கப்பியறை, கன்னியாகுமரி.	[163, 867, 368, 893]
paragraph: துணை அமைப்பாளர்கள்: (1) எ.ரூபன், 6/66–சி, எல்சம் பள்ளி அருகில், வில்லுக்குறி, கன்னியாகுமரி. (2) மு.விஜின், செங்கல் சூளை விளாகத்து வீடு, தெள்ளுறை, கன்னியாகுமரி.	[789, 237, 1127, 277]
ward-heading: 12–வது வார்டு	[912, 799, 1003, 814]
booth-row: பாகம் – 272 : ச.சகாய ஏசு கனி, 17–87சி, குதிரை பந்தி விளை, வில்லுக்குறி, கன்னியாகுமரி.	[789, 1193, 1127, 1222]
paragraph: துணை அமைப்பாளர்கள்: (1) இ.ஸ்டின், 3/59, சரல்விளை, நெய்யூர், கன்னியாகுமரி. (2) பிரதீஷ், 3/27, பண்டாரவிளை, நெய்யூர், கன்னியாகுமரி.	[789, 1713, 1127, 1754]
ward-heading: 8–வது வார்டு	[200, 1749, 282, 1765]
paragraph: அமைப்பாளர் : கா.ஹரீஷா, 11/33–சி, திட்டில்மேல்கோணம், வெள்ளிச விளாகம், பள்ளியாடி, கன்னியாகுமரி.	[431, 265, 769, 291]
booth-number: பாகம் – 250	[1147, 1706, 1206, 1718]
paragraph: துணை அமைப்பாளர்கள் : (1) கா.ஜெர்விஸ், 11/11–பி, வாகவிளை, பள்ளியாடி, கன்னியாகுமரி. (2) ஜோ.ஆல்வின், 17/59, பருத்தி விளை, பள்ளியாடி, கன்னியாகுமரி.	[431, 390, 769, 430]
paragraph: அமைப்பாளர்: ஜோ.கிருபாகரன், 17/119, குதிரை பந்தி விளை, வில்லுக்குறி, கன்னியாகுமரி.	[789, 821, 1127, 847]
booth-member: தே.அனுஜேக், கொட்டேட்டிவிளை, கப்பியறை, கன்னியாகுமரி.	[163, 803, 379, 829]
ward-heading: 5–வது வார்டு	[558, 1801, 641, 1817]
ward-heading: 13–வது வார்டு	[1271, 1254, 1362, 1269]
paragraph: அமைப்பாளர்: சே.நிஷாந்த், 5–111–ஏ, அந்தோணியார் தெரு, பண்டாரக்காடு, வில்லுக்குறி, கன்னியாகுமரி.	[789, 308, 1127, 334]
paragraph: துணை அமைப்பாளர்: (1) ம.சரண், 29/64, செக்கால தெரு, இரணியல், கன்னியாகுமரி.	[1147, 1463, 1485, 1489]
booth-member: மு.சுவின், 103–ஏ, பெரியவிளை, மஞ்சாடி, காட்டாத்துறை, கன்னியாகுமரி.	[522, 1186, 719, 1212]
paragraph: துணை அமைப்பாளர்கள்: (1) மு.பிரகாஷ், சக்காலத் தெரு, தெற்கு நெய்யூர், கன்னியாகுமரி. (2) கோ.மணிகண்டன், 25/22, கீழ் கடை தெரு, இரணியல், கன்னியாகுமரி.	[1147, 1114, 1485, 1154]
ward-heading: 7–வது வார்டு	[1275, 665, 1357, 680]
booth-number: பாகம் – 277	[789, 1290, 847, 1302]
paragraph: துணை அமைப்பாளர்கள்: (1) அ.அஜின் ராஜ், 4–81–35–பி, மாந்தோப்பு, மாடதட்டுவிளை, வில்லுக்குறி, கன்னியாகுமரி. (2) பு.பெபின், 4/51, மாந்தோப்பு, வில்லுக்குறி, கன்னியாகுமரி.	[789, 855, 1127, 896]
paragraph: துணை அமைப்பாளர்கள்: (1) சி.விஜு, 5/35, ஆழ்வார் கோயில், நெய்யூர், கன்னியாகுமரி. (2) கோ.முரளி, 5/85, கண்ணாட்டு விளை, நெய்யூர், கன்னியாகுமரி.	[1147, 299, 1485, 339]
paragraph: துணை அமைப்பாளர்: (1) எ.பெர்க்மான்ஸ், 10/19, கிணத் தடிவிளை, வில்லுக்குறி, கன்னியாகுமரி. (2) பெ.பெர்பின், 1/4/19, கிழங்கு விளை, வில்லுக்குறி, கன்னியாகுமரி.	[789, 131, 1127, 172]
paragraph: அமைப்பாளர்: எ.ஆன்ட்ரு கிளின்டன், 5/163, புதுகாட்டுவிளை, வில்லுக்குறி, கன்னியாகுமரி.	[431, 1507, 769, 1533]
paragraph: அமைப்பாளர்: ஜே.பினோன் சேம், வட்ட விளை, கப்பியறை, கன்னியாகுமரி.	[72, 399, 410, 425]
ward-heading: 11–வது வார்டு	[912, 693, 1003, 709]
booth-row: பாகம் – 48 : ஞா.ரெதீஸ், 12/141–எ, கொட்டேட்டிவிளை, பாத்திரமங்கலம், கப்பியறை, கன்னியாகுமரி.	[72, 865, 410, 894]
booth-member: பி.பிபின், 5/56, ஆழ்வார் கோவில் ஜங்ஷன், திட்டடிவிளை, கன்னியாகுமரி.	[1238, 1706, 1443, 1732]
ward-heading: 7–வது வார்டு	[917, 286, 999, 301]
paragraph: அமைப்பாளர்: மு.வினோத் குமார், 9/117, கீழ மணியன் குழி, கல்குளம், கன்னியாகுமரி.	[1147, 763, 1485, 789]
ward-heading: 2–வது வார்டு	[558, 1485, 641, 1500]
booth-row: பாகம் – 255 : சு.தோமாஸ் அருள், 21/81, ஆர்.சி தெரு, இரணியல், கன்னியாகுமரி.	[1147, 1609, 1485, 1638]
ward-heading: 8–வது வார்டு	[1275, 741, 1357, 756]
booth-number: பாகம் – 43	[72, 613, 124, 624]
paragraph: அமைப்பாளர்: வி.ராஜ குமார், 15–149, ஏ.பி குடியிருப்பு, வில்லுக்குறி, கன்னியாகுமரி.	[789, 927, 1127, 953]
paragraph: அமைப்பாளர்: ரா.ரவி ராஜா, 8/90எ, புளியமூட்டு விளை, நெய்யூர், கன்னியாகுமரி.	[1147, 581, 1485, 607]
